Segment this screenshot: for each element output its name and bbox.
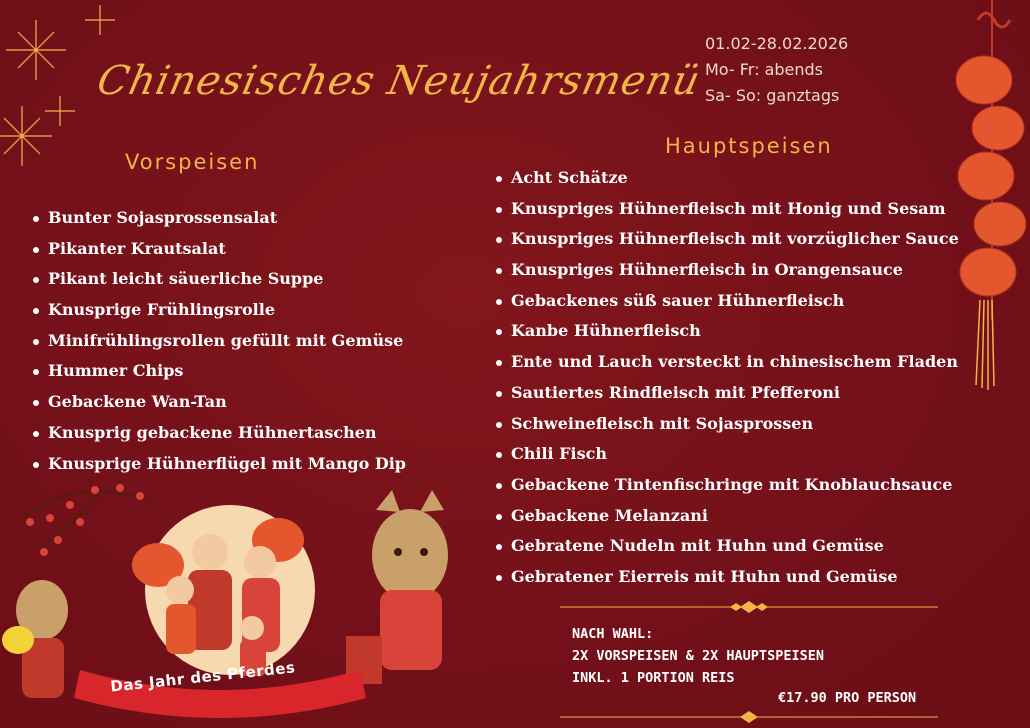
weekend-hours: Sa- So: ganztags [705,86,840,105]
list-item: Knusprig gebackene Hühnertaschen [33,418,406,449]
list-item: Kanbe Hühnerfleisch [496,316,959,347]
list-item: Gebratene Nudeln mit Huhn und Gemüse [496,531,959,562]
vorspeisen-heading: Vorspeisen [125,150,260,174]
list-item: Pikanter Krautsalat [33,234,406,265]
date-period: 01.02-28.02.2026 [705,34,849,53]
list-item: Knuspriges Hühnerfleisch in Orangensauce [496,255,959,286]
hauptspeisen-list [496,163,959,593]
list-item: Sautiertes Rindfleisch mit Pfefferoni [496,378,959,409]
list-item: Pikant leicht säuerliche Suppe [33,264,406,295]
ornament-divider [560,600,938,614]
offer-line-1: NACH WAHL: [572,626,654,642]
list-item: Chili Fisch [496,439,959,470]
list-item: Bunter Sojasprossensalat [33,203,406,234]
offer-line-3: INKL. 1 PORTION REIS [572,670,735,686]
lantern-decoration [950,0,1030,400]
list-item: Ente und Lauch versteckt in chinesischem Fladen [496,347,959,378]
vorspeisen-list [33,203,406,479]
list-item: Schweinefleisch mit Sojasprossen [496,409,959,440]
ornament-divider [560,710,938,724]
weekday-hours: Mo- Fr: abends [705,60,823,79]
list-item: Knuspriges Hühnerfleisch mit vorzüglicher Sauce [496,224,959,255]
list-item: Gebackene Wan-Tan [33,387,406,418]
list-item: Hummer Chips [33,356,406,387]
menu-title: Chinesisches Neujahrsmenü [93,58,705,104]
offer-line-2: 2X VORSPEISEN & 2X HAUPTSPEISEN [572,648,824,664]
list-item: Gebackene Tintenfischringe mit Knoblauchsauce [496,470,959,501]
hauptspeisen-heading: Hauptspeisen [665,134,833,158]
offer-price: €17.90 PRO PERSON [778,690,917,706]
list-item: Gebackenes süß sauer Hühnerfleisch [496,286,959,317]
list-item: Minifrühlingsrollen gefüllt mit Gemüse [33,326,406,357]
list-item: Gebratener Eierreis mit Huhn und Gemüse [496,562,959,593]
list-item: Acht Schätze [496,163,959,194]
list-item: Gebackene Melanzani [496,501,959,532]
list-item: Knuspriges Hühnerfleisch mit Honig und Sesam [496,194,959,225]
offer-box [572,623,824,689]
list-item: Knusprige Frühlingsrolle [33,295,406,326]
year-banner: Das Jahr des Pferdes [109,658,297,696]
new-year-illustration [0,460,520,728]
date-info [705,31,848,109]
list-item: Knusprige Hühnerflügel mit Mango Dip [33,449,406,480]
